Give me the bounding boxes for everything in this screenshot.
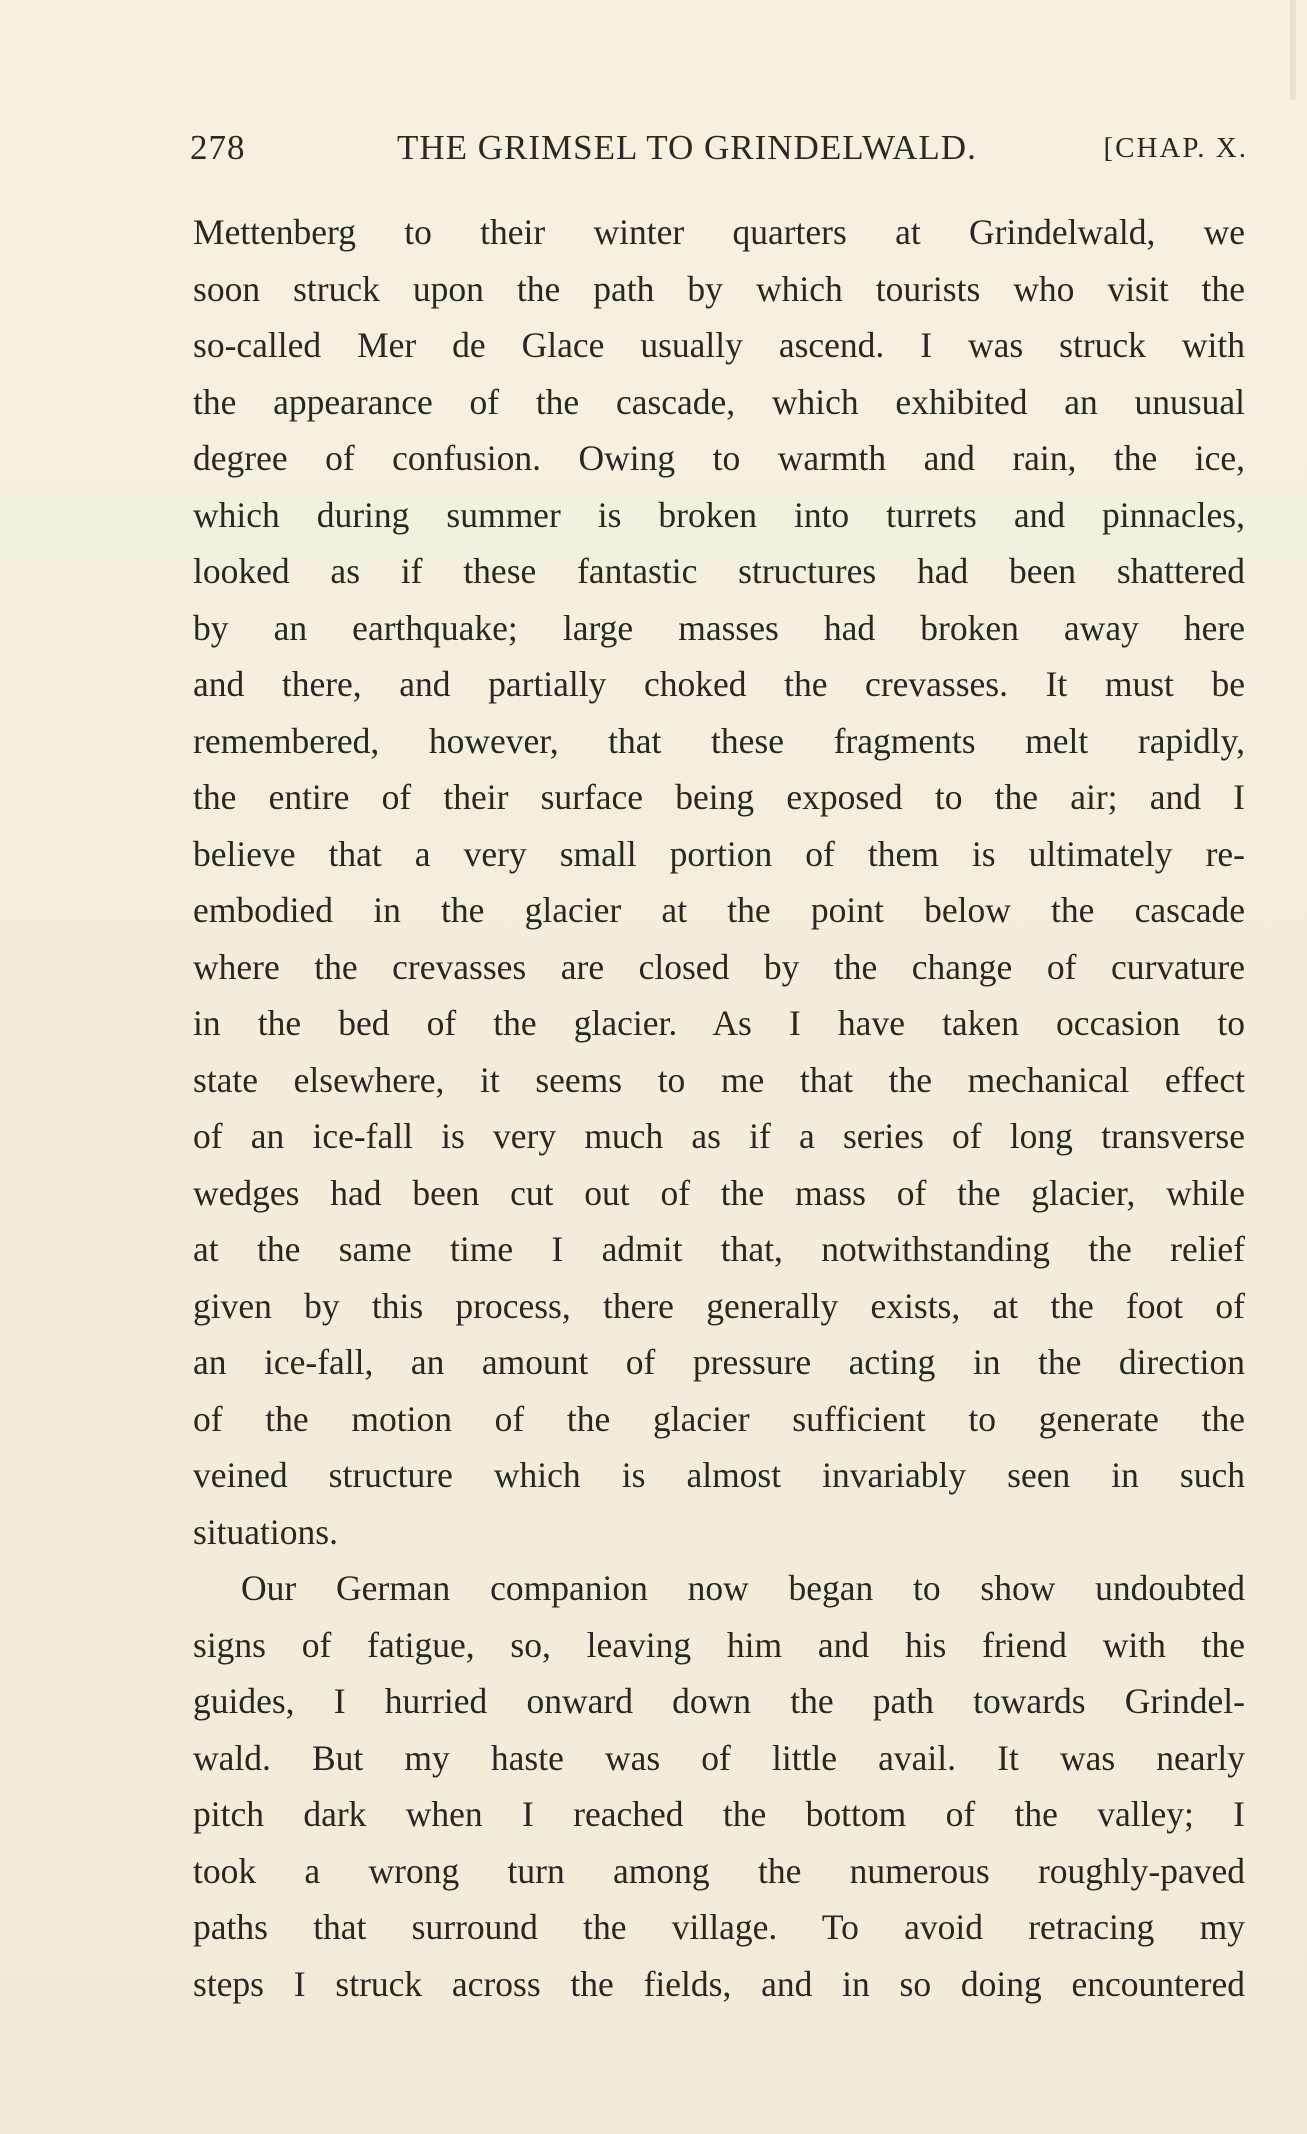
paragraph [193, 204, 1245, 1560]
text-line: took a wrong turn among the numerous roughly-paved [193, 1850, 1245, 1891]
chapter-title: THE GRIMSEL TO GRINDELWALD. [397, 128, 977, 167]
text-line: given by this process, there generally exists, at the foot of [193, 1285, 1245, 1326]
text-line: Our German companion now began to show undoubted [241, 1568, 1245, 1608]
text-line: so-called Mer de Glace usually ascend. I was struck with [193, 325, 1245, 365]
text-line: where the crevasses are closed by the change of curvature [193, 946, 1245, 987]
text-line: of the motion of the glacier sufficient to generate the [193, 1398, 1245, 1439]
text-line: looked as if these fantastic structures had been shattered [193, 551, 1245, 591]
text-line: which during summer is broken into turrets and pinnacles, [193, 494, 1245, 535]
page-edge [1290, 0, 1296, 100]
text-line: state elsewhere, it seems to me that the mechanical effect [193, 1059, 1245, 1100]
text-line: paths that surround the village. To avoid retracing my [193, 1907, 1245, 1947]
running-head [190, 128, 1248, 168]
text-line: remembered, however, that these fragments melt rapidly, [193, 720, 1245, 761]
text-line: and there, and partially choked the crevasses. It must be [193, 664, 1245, 704]
chapter-reference: [CHAP. X. [1103, 132, 1248, 164]
text-line: steps I struck across the fields, and in so doing encountered [193, 1963, 1245, 2004]
text-line: believe that a very small portion of them is ultimately re- [193, 833, 1245, 874]
text-line: wedges had been cut out of the mass of the glacier, while [193, 1172, 1245, 1213]
text-line: Mettenberg to their winter quarters at Grindelwald, we [193, 212, 1245, 252]
paragraph [193, 1560, 1245, 2012]
text-line: veined structure which is almost invariably seen in such [193, 1455, 1245, 1495]
text-line: an ice-fall, an amount of pressure acting in the direction [193, 1342, 1245, 1382]
text-line: the entire of their surface being exposed to the air; and I [193, 777, 1245, 817]
body-text [193, 204, 1245, 2012]
text-line: situations. [193, 1511, 338, 1552]
text-line: at the same time I admit that, notwithstanding the relief [193, 1229, 1245, 1269]
text-line: guides, I hurried onward down the path towards Grindel- [193, 1681, 1245, 1721]
text-line: wald. But my haste was of little avail. It was nearly [193, 1737, 1245, 1778]
text-line: degree of confusion. Owing to warmth and rain, the ice, [193, 438, 1245, 478]
text-line: by an earthquake; large masses had broken away here [193, 607, 1245, 648]
text-line: in the bed of the glacier. As I have taken occasion to [193, 1003, 1245, 1043]
text-line: pitch dark when I reached the bottom of the valley; I [193, 1794, 1245, 1834]
text-line: soon struck upon the path by which tourists who visit the [193, 268, 1245, 309]
text-line: embodied in the glacier at the point below the cascade [193, 890, 1245, 930]
page-number: 278 [190, 128, 246, 167]
text-line: signs of fatigue, so, leaving him and his friend with the [193, 1624, 1245, 1665]
text-line: the appearance of the cascade, which exhibited an unusual [193, 381, 1245, 422]
text-line: of an ice-fall is very much as if a series of long transverse [193, 1116, 1245, 1156]
